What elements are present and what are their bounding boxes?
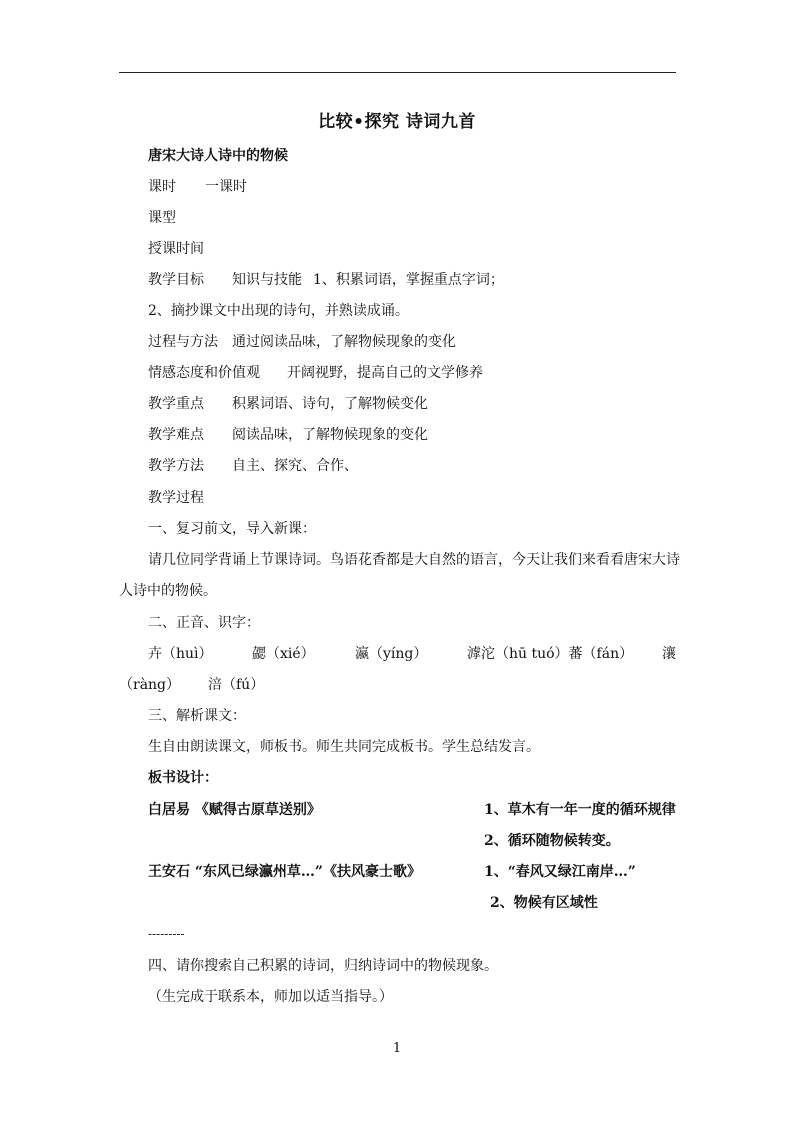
pinyin-hui: 卉（huì）: [148, 646, 213, 662]
method-value: 自主、探究、合作、: [232, 458, 358, 474]
step1-heading: 一、复习前文，导入新课：: [148, 521, 316, 537]
header-rule: [119, 72, 676, 73]
pinyin-rang-char: 瀼: [662, 646, 676, 662]
process-label: 过程与方法: [148, 334, 218, 350]
board-row1-right: 1、草木有一年一度的循环规律: [484, 802, 676, 818]
board-heading: 板书设计：: [148, 770, 218, 786]
pinyin-hutuo-fan: 滹沱（hū tuó）蕃（fán）: [467, 646, 634, 662]
goals-item-1: 1、积累词语，掌握重点字词；: [313, 272, 504, 288]
page-number: 1: [392, 1041, 402, 1056]
step2-heading: 二、正音、识字：: [148, 615, 260, 631]
board-row2-right: 2、循环随物候转变。: [484, 833, 620, 849]
step3-heading: 三、解析课文：: [148, 708, 246, 724]
board-row4-right: 2、物候有区域性: [490, 895, 598, 911]
procedure-label: 教学过程: [148, 490, 204, 506]
pinyin-rang-reading: （ràng）: [119, 677, 181, 693]
pinyin-xie: 勰（xié）: [252, 646, 315, 662]
step1-text: 请几位同学背诵上节课诗词。鸟语花香都是大自然的语言，今天让我们来看看唐宋大诗: [148, 552, 680, 568]
difficult-label: 教学难点: [148, 427, 204, 443]
difficult-value: 阅读品味，了解物候现象的变化: [232, 427, 428, 443]
teaching-time-label: 授课时间: [148, 241, 204, 257]
attitude-label: 情感态度和价值观: [148, 365, 260, 381]
document-title: 比较•探究 诗词九首: [318, 112, 476, 132]
key-value: 积累词语、诗句，了解物候变化: [232, 396, 428, 412]
step4-heading: 四、请你搜索自己积累的诗词，归纳诗词中的物候现象。: [148, 958, 498, 974]
attitude-value: 开阔视野，提高自己的文学修养: [287, 365, 483, 381]
step3-text: 生自由朗读课文，师板书。师生共同完成板书。学生总结发言。: [148, 739, 540, 755]
lesson-type-label: 课型: [148, 210, 176, 226]
pinyin-ying: 瀛（yíng）: [355, 646, 428, 662]
class-hours-value: 一课时: [205, 179, 247, 195]
goals-label: 教学目标: [148, 272, 204, 288]
step1-text-continued: 人诗中的物候。: [119, 583, 217, 599]
key-label: 教学重点: [148, 396, 204, 412]
subtitle: 唐宋大诗人诗中的物候: [148, 148, 288, 164]
step4-note: （生完成于联系本，师加以适当指导。）: [148, 989, 393, 1005]
class-hours-label: 课时: [148, 179, 176, 195]
separator-dashes: ---------: [148, 927, 185, 941]
board-row3-left: 王安石 “东风已绿瀛州草…”《扶风豪士歌》: [148, 864, 421, 880]
board-row1-left: 白居易 《赋得古原草送别》: [148, 802, 321, 818]
process-value: 通过阅读品味，了解物候现象的变化: [232, 334, 456, 350]
board-row3-right: 1、“春风又绿江南岸…”: [484, 864, 636, 880]
method-label: 教学方法: [148, 458, 204, 474]
goals-item-2: 2、摘抄课文中出现的诗句，并熟读成诵。: [148, 303, 409, 319]
goals-sub: 知识与技能: [232, 272, 302, 288]
pinyin-fu: 涪（fú）: [208, 677, 265, 693]
